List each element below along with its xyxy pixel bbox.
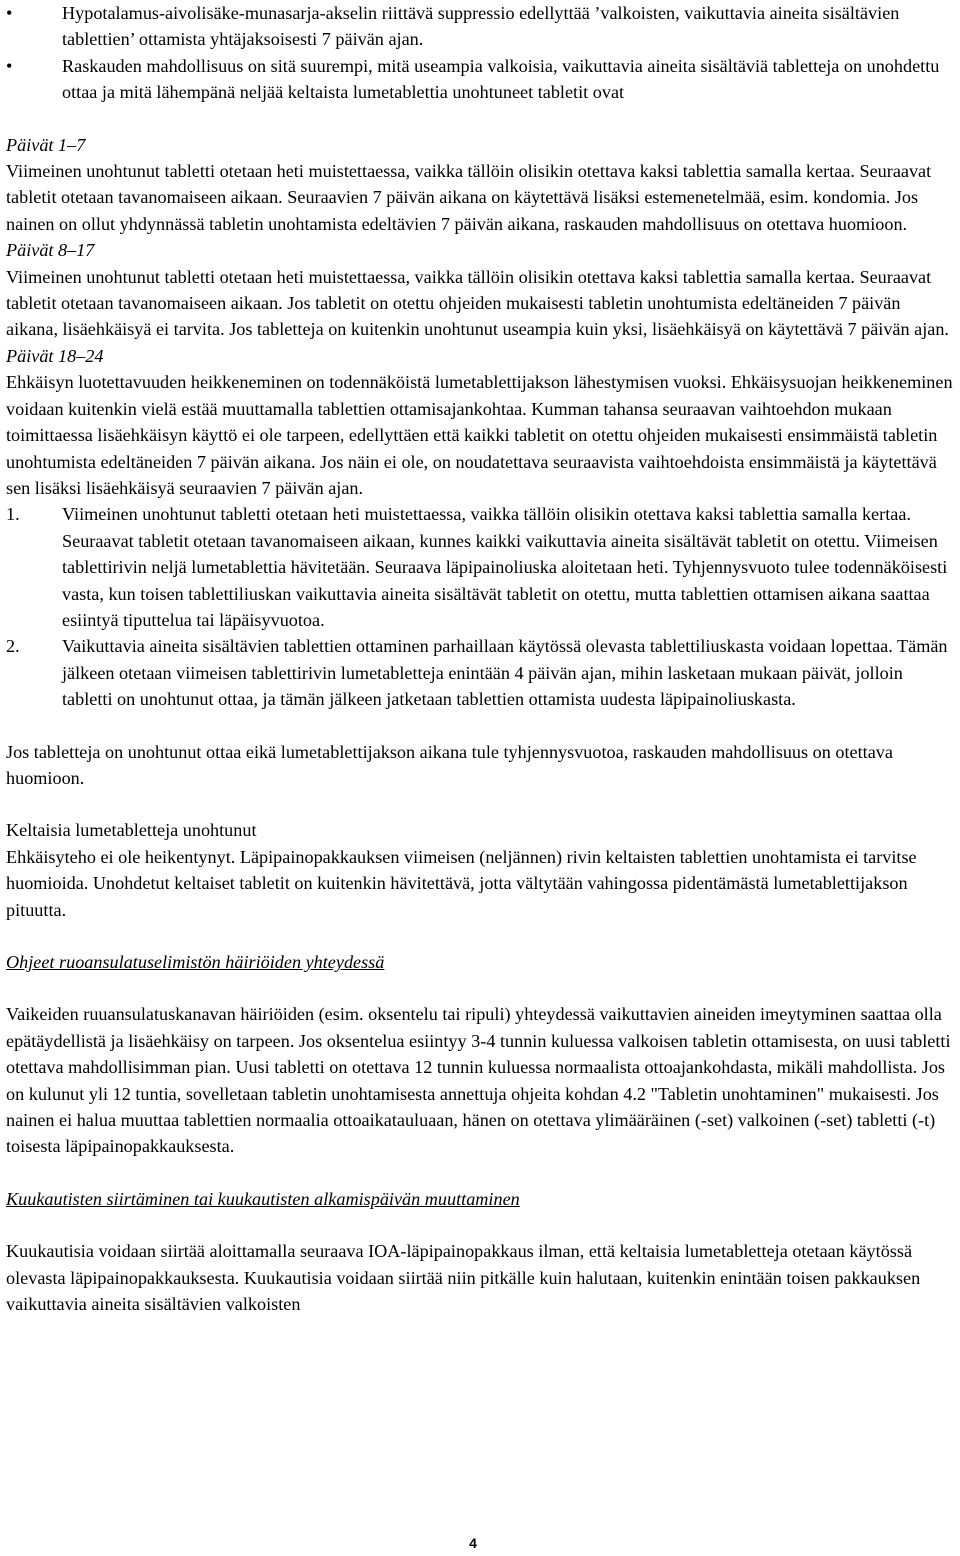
heading-period-shift: Kuukautisten siirtäminen tai kuukautisten alkamispäivän muuttaminen <box>6 1188 520 1209</box>
spacer <box>6 106 956 132</box>
heading-days-18-24: Päivät 18–24 <box>6 345 104 366</box>
bullet-icon: • <box>6 3 13 23</box>
bullet-item: • Hypotalamus-aivolisäke-munasarja-akselin riittävä suppressio edellyttää ’valkoisten, vaikuttavia aineita sisältävien tablettien’ ottamista yhtäjaksoisesti 7 päivän ajan. <box>6 0 956 53</box>
heading-days-1-7: Päivät 1–7 <box>6 134 86 155</box>
option-item: 2. Vaikuttavia aineita sisältävien tablettien ottaminen parhaillaan käytössä olevasta tablettiliuskasta voidaan lopettaa. Tämän jälkeen otetaan viimeisen tablettirivin lumetabletteja enintään 4 päivän ajan, mihin lasketaan mukaan päivät, jolloin tabletti on unohtunut ottaa, ja tämän jälkeen jatketaan tablettien ottamista uudesta läpipainoliuskasta. <box>6 633 956 712</box>
heading-days-8-17: Päivät 8–17 <box>6 240 95 261</box>
paragraph-period-shift: Kuukautisia voidaan siirtää aloittamalla seuraava IOA-läpipainopakkaus ilman, että keltaisia lumetabletteja otetaan käytössä olevasta läpipainopakkauksesta. Kuukautisia voidaan siirtää niin pitkälle kuin halutaan, kuitenkin enintään toisen pakkauksen vaikuttavia aineita sisältävien valkoisten <box>6 1241 921 1315</box>
spacer <box>6 975 956 1001</box>
paragraph-no-bleed: Jos tabletteja on unohtunut ottaa eikä lumetablettijakson aikana tule tyhjennysvuotoa, raskauden mahdollisuus on otettava huomioon. <box>6 741 893 788</box>
bullet-list <box>6 0 956 106</box>
spacer <box>6 713 956 739</box>
spacer <box>6 1212 956 1238</box>
options-list <box>6 501 956 712</box>
paragraph-yellow-tablets: Ehkäisyteho ei ole heikentynyt. Läpipainopakkauksen viimeisen (neljännen) rivin keltaisten tablettien unohtamista ei tarvitse huomioida. Unohdetut keltaiset tabletit on kuitenkin hävitettävä, jotta vältytään vahingossa pidentämästä lumetablettijakson pituutta. <box>6 846 917 920</box>
paragraph-days-8-17: Viimeinen unohtunut tabletti otetaan heti muistettaessa, vaikka tällöin olisikin otettava kaksi tablettia samalla kertaa. Seuraavat tabletit otetaan tavanomaiseen aikaan. Jos tabletit on otettu ohjeiden mukaisesti tabletin unohtumista edeltäneiden 7 päivän aikana, lisäehkäisyä ei tarvita. Jos tabletteja on kuitenkin unohtunut useampia kuin yksi, lisäehkäisyä on käytettävä 7 päivän ajan. <box>6 266 949 340</box>
bullet-item: • Raskauden mahdollisuus on sitä suurempi, mitä useampia valkoisia, vaikuttavia aineita sisältäviä tabletteja on unohdettu ottaa ja mitä lähempänä neljää keltaista lumetablettia unohtuneet tabletit ovat <box>6 53 956 106</box>
document-page <box>6 0 956 1317</box>
page-number: 4 <box>469 1535 477 1551</box>
option-item: 1. Viimeinen unohtunut tabletti otetaan heti muistettaessa, vaikka tällöin olisikin otettava kaksi tablettia samalla kertaa. Seuraavat tabletit otetaan tavanomaiseen aikaan, kunnes kaikki vaikuttavia aineita sisältävät tabletit on otettu. Viimeisen tablettirivin neljä lumetablettia hävitetään. Seuraava läpipainoliuska aloitetaan heti. Tyhjennysvuoto tulee todennäköisesti vasta, kun toisen tablettiliuskan vaikuttavia aineita sisältävät tabletit on otettu, mutta tablettien ottamisen aikana saattaa esiintyä tiputtelua tai läpäisyvuotoa. <box>6 501 956 633</box>
option-number: 2. <box>6 636 20 657</box>
paragraph-days-18-24: Ehkäisyn luotettavuuden heikkeneminen on todennäköistä lumetablettijakson lähestymisen vuoksi. Ehkäisysuojan heikkeneminen voidaan kuitenkin vielä estää muuttamalla tablettien ottamisajankohtaa. Kumman tahansa seuraavan vaihtoehdon mukaan toimittaessa lisäehkäisyn käyttö ei ole tarpeen, edellyttäen että kaikki tabletit on otettu ohjeiden mukaisesti ensimmäistä tabletin unohtumista edeltäneiden 7 päivän aikana. Jos näin ei ole, on noudatettava seuraavista vaihtoehdoista ensimmäistä ja käytettävä sen lisäksi lisäehkäisyä seuraavien 7 päivän ajan. <box>6 372 953 498</box>
paragraph-gi-disorders: Vaikeiden ruuansulatuskanavan häiriöiden (esim. oksentelu tai ripuli) yhteydessä vaikuttavien aineiden imeytyminen saattaa olla epätäydellistä ja lisäehkäisy on tarpeen. Jos oksentelua esiintyy 3-4 tunnin kuluessa valkoisen tabletin ottamisesta, on uusi tabletti otettava mahdollisimman pian. Uusi tabletti on otettava 12 tunnin kuluessa normaalista ottoajankohdasta, mikäli mahdollista. Jos on kulunut yli 12 tuntia, sovelletaan tabletin unohtamisesta annettuja ohjeita kohdan 4.2 "Tabletin unohtaminen" mukaisesti. Jos nainen ei halua muuttaa tablettien normaalia ottoaikatauluaan, hänen on otettava ylimääräinen (-set) valkoinen (-set) tabletti (-t) toisesta läpipainopakkauksesta. <box>6 1004 951 1157</box>
option-number: 1. <box>6 504 20 525</box>
spacer <box>6 1160 956 1186</box>
heading-gi-disorders: Ohjeet ruoansulatuselimistön häiriöiden yhteydessä <box>6 952 385 972</box>
bullet-icon: • <box>6 55 13 76</box>
spacer <box>6 791 956 817</box>
paragraph-days-1-7: Viimeinen unohtunut tabletti otetaan heti muistettaessa, vaikka tällöin olisikin otettava kaksi tablettia samalla kertaa. Seuraavat tabletit otetaan tavanomaiseen aikaan. Seuraavien 7 päivän aikana on käytettävä lisäksi estemenetelmää, esim. kondomia. Jos nainen on ollut yhdynnässä tabletin unohtamista edeltävien 7 päivän aikana, raskauden mahdollisuus on otettava huomioon. <box>6 161 932 234</box>
spacer <box>6 923 956 949</box>
heading-yellow-tablets: Keltaisia lumetabletteja unohtunut <box>6 820 257 841</box>
